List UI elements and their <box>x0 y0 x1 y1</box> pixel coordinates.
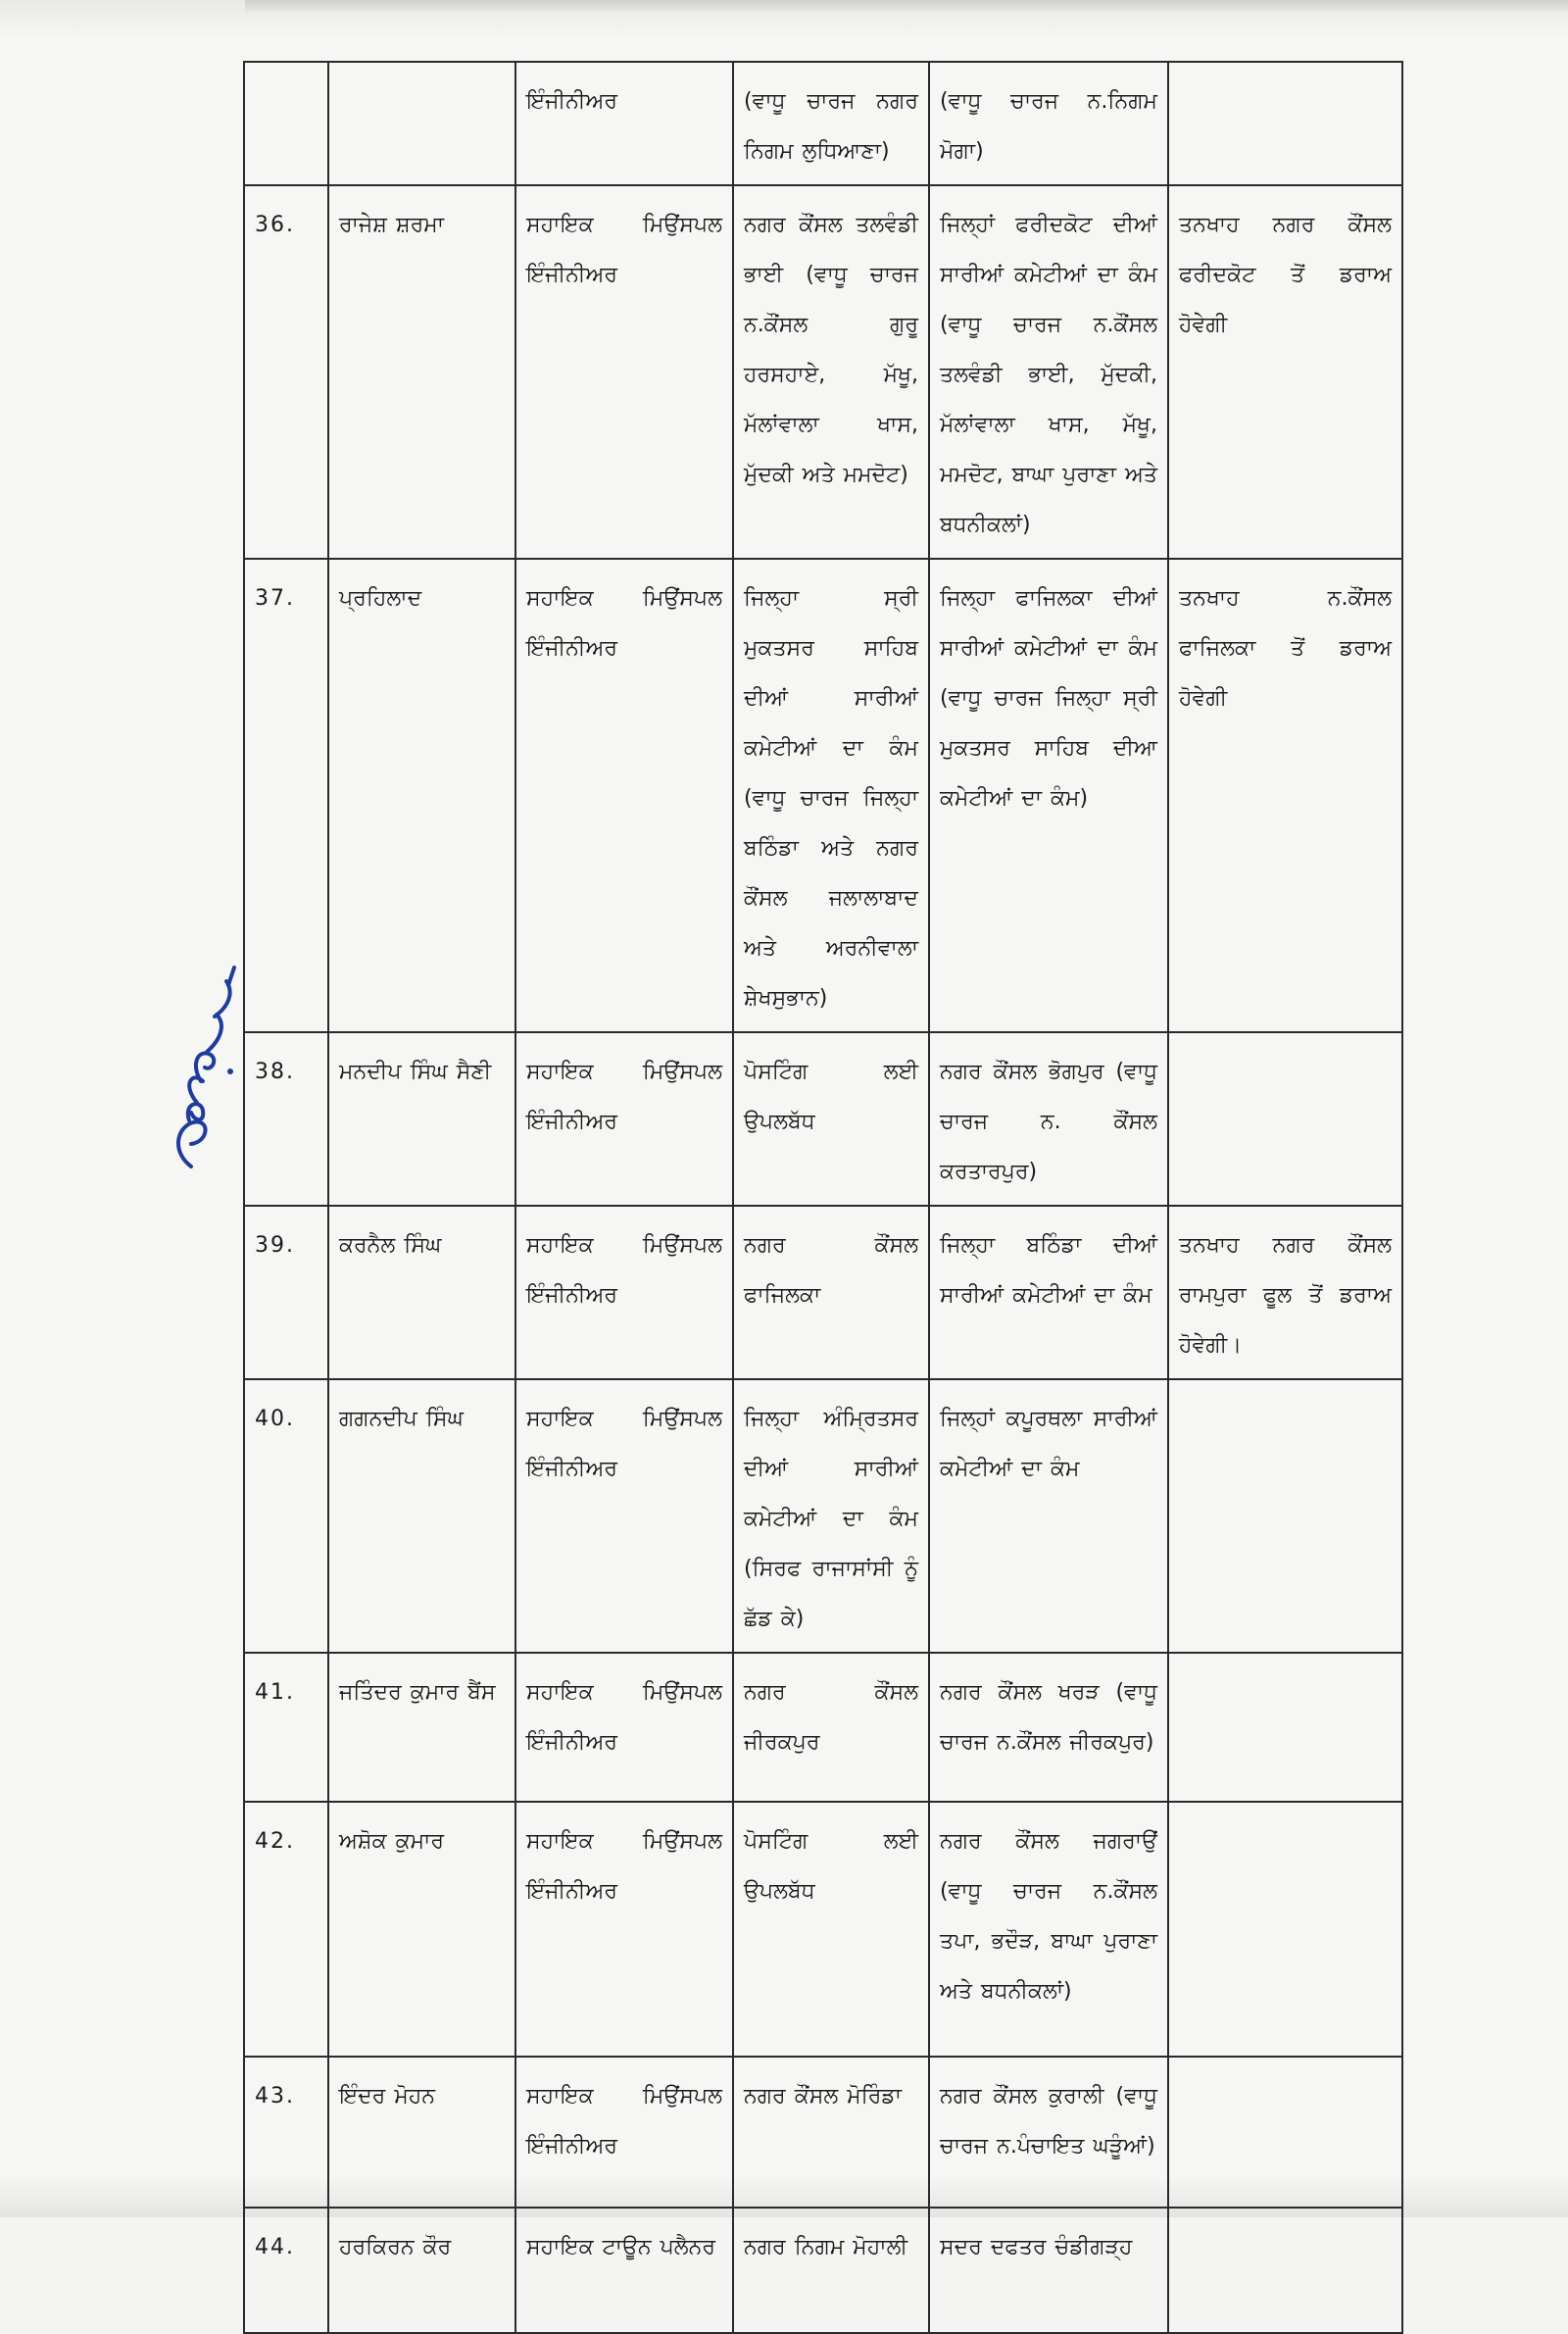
station-cell: ਜਿਲ੍ਹਾ ਸ੍ਰੀ ਮੁਕਤਸਰ ਸਾਹਿਬ ਦੀਆਂ ਸਾਰੀਆਂ ਕਮੇਟੀਆਂ ਦਾ ਕੰਮ (ਵਾਧੂ ਚਾਰਜ ਜਿਲ੍ਹਾ ਬਠਿੰਡਾ ਅਤੇ ਨਗਰ ਕੌਂਸਲ ਜਲਾਲਾਬਾਦ ਅਤੇ ਅਰਨੀਵਾਲਾ ਸ਼ੇਖਸੁਭਾਨ) <box>733 559 929 1032</box>
designation-cell: ਸਹਾਇਕ ਮਿਉਂਸਪਲ ਇੰਜੀਨੀਅਰ <box>515 1206 733 1379</box>
remarks-cell <box>1168 62 1402 185</box>
serial-cell <box>244 62 328 185</box>
serial-cell: 36. <box>244 185 328 559</box>
work-cell: ਜਿਲ੍ਹਾਂ ਫਰੀਦਕੋਟ ਦੀਆਂ ਸਾਰੀਆਂ ਕਮੇਟੀਆਂ ਦਾ ਕੰਮ (ਵਾਧੂ ਚਾਰਜ ਨ.ਕੌਂਸਲ ਤਲਵੰਡੀ ਭਾਈ, ਮੁੱਦਕੀ, ਮੱਲਾਂਵਾਲਾ ਖਾਸ, ਮੱਖੂ, ਮਮਦੋਟ, ਬਾਘਾ ਪੁਰਾਣਾ ਅਤੇ ਬਧਨੀਕਲਾਂ) <box>929 185 1168 559</box>
designation-cell: ਸਹਾਇਕ ਮਿਉਂਸਪਲ ਇੰਜੀਨੀਅਰ <box>515 1653 733 1802</box>
page-fold-shadow <box>245 0 1568 14</box>
work-cell: ਨਗਰ ਕੌਂਸਲ ਖਰੜ (ਵਾਧੂ ਚਾਰਜ ਨ.ਕੌਂਸਲ ਜੀਰਕਪੁਰ) <box>929 1653 1168 1802</box>
table-row <box>244 1206 1402 1379</box>
designation-cell: ਸਹਾਇਕ ਟਾਊਨ ਪਲੈਨਰ <box>515 2208 733 2333</box>
transfer-table <box>243 61 1403 2334</box>
table-row <box>244 1032 1402 1206</box>
remarks-cell: ਤਨਖਾਹ ਨ.ਕੌਂਸਲ ਫਾਜਿਲਕਾ ਤੋਂ ਡਰਾਅ ਹੋਵੇਗੀ <box>1168 559 1402 1032</box>
remarks-cell <box>1168 2057 1402 2208</box>
station-cell: ਜਿਲ੍ਹਾ ਅੰਮ੍ਰਿਤਸਰ ਦੀਆਂ ਸਾਰੀਆਂ ਕਮੇਟੀਆਂ ਦਾ ਕੰਮ (ਸਿਰਫ ਰਾਜਾਸਾਂਸੀ ਨੂੰ ਛੱਡ ਕੇ) <box>733 1379 929 1653</box>
remarks-cell <box>1168 2208 1402 2333</box>
work-cell: ਨਗਰ ਕੌਂਸਲ ਕੁਰਾਲੀ (ਵਾਧੂ ਚਾਰਜ ਨ.ਪੰਚਾਇਤ ਘੜੂੰਆਂ) <box>929 2057 1168 2208</box>
serial-cell: 38. <box>244 1032 328 1206</box>
work-cell: ਨਗਰ ਕੌਂਸਲ ਜਗਰਾਉਂ (ਵਾਧੂ ਚਾਰਜ ਨ.ਕੌਂਸਲ ਤਪਾ, ਭਦੌੜ, ਬਾਘਾ ਪੁਰਾਣਾ ਅਤੇ ਬਧਨੀਕਲਾਂ) <box>929 1802 1168 2057</box>
name-cell: ਹਰਕਿਰਨ ਕੌਰ <box>328 2208 515 2333</box>
work-cell: ਨਗਰ ਕੌਂਸਲ ਭੋਗਪੁਰ (ਵਾਧੂ ਚਾਰਜ ਨ. ਕੌਂਸਲ ਕਰਤਾਰਪੁਰ) <box>929 1032 1168 1206</box>
station-cell: ਨਗਰ ਕੌਂਸਲ ਜੀਰਕਪੁਰ <box>733 1653 929 1802</box>
name-cell: ਕਰਨੈਲ ਸਿੰਘ <box>328 1206 515 1379</box>
name-cell: ਪ੍ਰਹਿਲਾਦ <box>328 559 515 1032</box>
serial-cell: 39. <box>244 1206 328 1379</box>
designation-cell: ਇੰਜੀਨੀਅਰ <box>515 62 733 185</box>
designation-cell: ਸਹਾਇਕ ਮਿਉਂਸਪਲ ਇੰਜੀਨੀਅਰ <box>515 1379 733 1653</box>
name-cell: ਮਨਦੀਪ ਸਿੰਘ ਸੈਣੀ <box>328 1032 515 1206</box>
table-row <box>244 62 1402 185</box>
serial-cell: 44. <box>244 2208 328 2333</box>
serial-cell: 41. <box>244 1653 328 1802</box>
name-cell <box>328 62 515 185</box>
remarks-cell <box>1168 1802 1402 2057</box>
work-cell: ਜਿਲ੍ਹਾ ਬਠਿੰਡਾ ਦੀਆਂ ਸਾਰੀਆਂ ਕਮੇਟੀਆਂ ਦਾ ਕੰਮ <box>929 1206 1168 1379</box>
name-cell: ਰਾਜੇਸ਼ ਸ਼ਰਮਾ <box>328 185 515 559</box>
table-row <box>244 1379 1402 1653</box>
name-cell: ਗਗਨਦੀਪ ਸਿੰਘ <box>328 1379 515 1653</box>
work-cell: ਸਦਰ ਦਫਤਰ ਚੰਡੀਗੜ੍ਹ <box>929 2208 1168 2333</box>
serial-cell: 37. <box>244 559 328 1032</box>
station-cell: ਪੋਸਟਿੰਗ ਲਈ ਉਪਲਬੱਧ <box>733 1802 929 2057</box>
designation-cell: ਸਹਾਇਕ ਮਿਉਂਸਪਲ ਇੰਜੀਨੀਅਰ <box>515 2057 733 2208</box>
table-row <box>244 185 1402 559</box>
work-cell: ਜਿਲ੍ਹਾਂ ਕਪੂਰਥਲਾ ਸਾਰੀਆਂ ਕਮੇਟੀਆਂ ਦਾ ਕੰਮ <box>929 1379 1168 1653</box>
table-row <box>244 559 1402 1032</box>
station-cell: ਨਗਰ ਨਿਗਮ ਮੋਹਾਲੀ <box>733 2208 929 2333</box>
signature-scribble <box>132 956 250 1181</box>
station-cell: ਪੋਸਟਿੰਗ ਲਈ ਉਪਲਬੱਧ <box>733 1032 929 1206</box>
station-cell: ਨਗਰ ਕੌਂਸਲ ਫਾਜਿਲਕਾ <box>733 1206 929 1379</box>
name-cell: ਅਸ਼ੋਕ ਕੁਮਾਰ <box>328 1802 515 2057</box>
table-row <box>244 2057 1402 2208</box>
serial-cell: 42. <box>244 1802 328 2057</box>
work-cell: (ਵਾਧੂ ਚਾਰਜ ਨ.ਨਿਗਮ ਮੋਗਾ) <box>929 62 1168 185</box>
remarks-cell <box>1168 1653 1402 1802</box>
designation-cell: ਸਹਾਇਕ ਮਿਉਂਸਪਲ ਇੰਜੀਨੀਅਰ <box>515 559 733 1032</box>
designation-cell: ਸਹਾਇਕ ਮਿਉਂਸਪਲ ਇੰਜੀਨੀਅਰ <box>515 1032 733 1206</box>
name-cell: ਇੰਦਰ ਮੋਹਨ <box>328 2057 515 2208</box>
name-cell: ਜਤਿੰਦਰ ਕੁਮਾਰ ਬੈਂਸ <box>328 1653 515 1802</box>
station-cell: ਨਗਰ ਕੌਂਸਲ ਤਲਵੰਡੀ ਭਾਈ (ਵਾਧੂ ਚਾਰਜ ਨ.ਕੌਂਸਲ ਗੁਰੂ ਹਰਸਹਾਏ, ਮੱਖੂ, ਮੱਲਾਂਵਾਲਾ ਖਾਸ, ਮੁੱਦਕੀ ਅਤੇ ਮਮਦੋਟ) <box>733 185 929 559</box>
serial-cell: 43. <box>244 2057 328 2208</box>
remarks-cell <box>1168 1032 1402 1206</box>
margin-signature <box>132 956 250 1181</box>
serial-cell: 40. <box>244 1379 328 1653</box>
designation-cell: ਸਹਾਇਕ ਮਿਉਂਸਪਲ ਇੰਜੀਨੀਅਰ <box>515 1802 733 2057</box>
table-row <box>244 1802 1402 2057</box>
remarks-cell <box>1168 1379 1402 1653</box>
remarks-cell: ਤਨਖਾਹ ਨਗਰ ਕੌਂਸਲ ਫਰੀਦਕੋਟ ਤੋਂ ਡਰਾਅ ਹੋਵੇਗੀ <box>1168 185 1402 559</box>
station-cell: (ਵਾਧੂ ਚਾਰਜ ਨਗਰ ਨਿਗਮ ਲੁਧਿਆਣਾ) <box>733 62 929 185</box>
table-row <box>244 1653 1402 1802</box>
designation-cell: ਸਹਾਇਕ ਮਿਉਂਸਪਲ ਇੰਜੀਨੀਅਰ <box>515 185 733 559</box>
station-cell: ਨਗਰ ਕੌਂਸਲ ਮੋਰਿੰਡਾ <box>733 2057 929 2208</box>
table-row <box>244 2208 1402 2333</box>
work-cell: ਜਿਲ੍ਹਾ ਫਾਜਿਲਕਾ ਦੀਆਂ ਸਾਰੀਆਂ ਕਮੇਟੀਆਂ ਦਾ ਕੰਮ (ਵਾਧੂ ਚਾਰਜ ਜਿਲ੍ਹਾ ਸ੍ਰੀ ਮੁਕਤਸਰ ਸਾਹਿਬ ਦੀਆ ਕਮੇਟੀਆਂ ਦਾ ਕੰਮ) <box>929 559 1168 1032</box>
remarks-cell: ਤਨਖਾਹ ਨਗਰ ਕੌਂਸਲ ਰਾਮਪੁਰਾ ਫੂਲ ਤੋਂ ਡਰਾਅ ਹੋਵੇਗੀ। <box>1168 1206 1402 1379</box>
